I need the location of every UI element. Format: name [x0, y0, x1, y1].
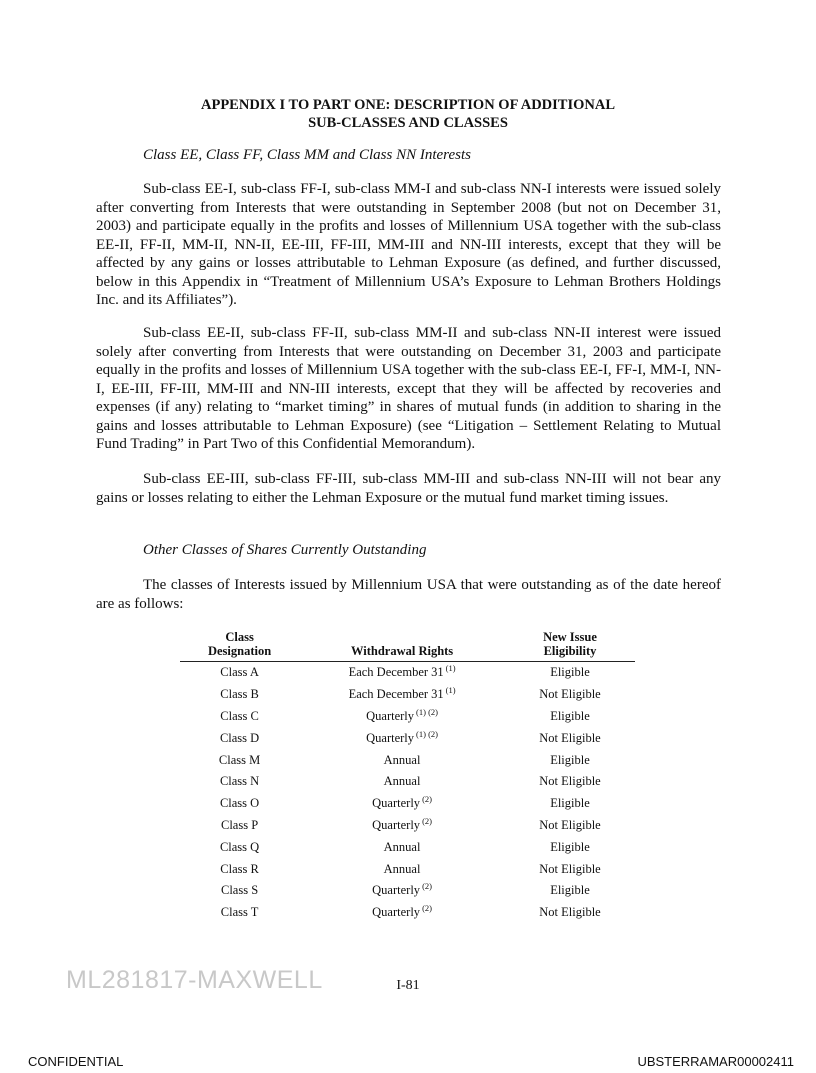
table-row [180, 793, 635, 815]
withdrawal-cell [299, 771, 505, 793]
withdrawal-cell [299, 880, 505, 902]
withdrawal-text: Annual [383, 839, 421, 854]
header-new-issue-eligibility [505, 628, 635, 662]
footnote-ref: (2) [422, 815, 432, 826]
withdrawal-cell [299, 858, 505, 880]
header-class-designation [180, 628, 299, 662]
withdrawal-text: Quarterly [372, 883, 421, 898]
table-row [180, 684, 635, 706]
header-class-line1: Class [225, 630, 254, 644]
class-cell: Class C [220, 708, 259, 723]
withdrawal-text: Quarterly [372, 905, 421, 920]
table-row [180, 749, 635, 771]
withdrawal-cell [299, 793, 505, 815]
paragraph-sub-class-ii: Sub-class EE-II, sub-class FF-II, sub-class MM-II and sub-class NN-II interest were issued solely after converting from Interests that were outstanding on December 31, 2003 and participate equally in the profits and losses of Millennium USA together with the sub-class EE-I, FF-I, MM-I, NN-I, EE-III, FF-III, MM-III and NN-III interests, except that they will be affected by recoveries and expenses (if any) relating to “market timing” in shares of mutual funds (in addition to sharing in the gains and losses attributable to Lehman Exposure) (see “Litigation – Settlement Relating to Mutual Fund Trading” in Part Two of this Confidential Memorandum). [96, 325, 721, 452]
footnote-ref: (1) [445, 685, 456, 696]
table-row [180, 662, 635, 684]
eligibility-cell: Not Eligible [539, 905, 601, 920]
eligibility-cell: Eligible [550, 796, 590, 811]
class-cell: Class B [220, 687, 259, 702]
withdrawal-text: Quarterly [372, 796, 421, 811]
classes-table [180, 628, 635, 924]
paragraph-classes-intro: The classes of Interests issued by Millennium USA that were outstanding as of the date hereof are as follows: [96, 577, 721, 612]
table-row [180, 880, 635, 902]
class-cell: Class S [220, 883, 259, 898]
withdrawal-text: Quarterly [372, 817, 421, 832]
withdrawal-cell [299, 727, 505, 749]
table-row [180, 815, 635, 837]
eligibility-cell: Eligible [550, 839, 590, 854]
eligibility-cell: Eligible [550, 883, 590, 898]
footer-bates-number: UBSTERRAMAR00002411 [637, 1054, 794, 1069]
withdrawal-text: Annual [383, 861, 421, 876]
eligibility-cell: Not Eligible [539, 817, 601, 832]
section-heading-ee-ff-mm-nn: Class EE, Class FF, Class MM and Class NN Interests [143, 147, 471, 163]
eligibility-cell: Eligible [550, 708, 590, 723]
header-eligibility-line1: New Issue [543, 630, 597, 644]
table-row [180, 771, 635, 793]
table-row [180, 706, 635, 728]
eligibility-cell: Not Eligible [539, 774, 601, 789]
withdrawal-cell [299, 902, 505, 924]
eligibility-cell: Eligible [550, 752, 590, 767]
footnote-ref: (1) (2) [416, 706, 438, 717]
footnote-ref: (1) (2) [416, 728, 438, 739]
eligibility-cell: Eligible [550, 665, 590, 680]
eligibility-cell: Not Eligible [539, 861, 601, 876]
table-row [180, 836, 635, 858]
withdrawal-text: Quarterly [366, 730, 415, 745]
class-cell: Class N [219, 774, 260, 789]
footnote-ref: (2) [422, 881, 432, 892]
withdrawal-cell [299, 662, 505, 684]
withdrawal-cell [299, 684, 505, 706]
class-cell: Class R [220, 861, 259, 876]
withdrawal-cell [299, 706, 505, 728]
paragraph-sub-class-i: Sub-class EE-I, sub-class FF-I, sub-class MM-I and sub-class NN-I interests were issued solely after converting from Interests that were outstanding in September 2008 (but not on December 31, 2003) and participate equally in the profits and losses of Millennium USA together with the sub-class EE-II, FF-II, MM-II, NN-II, EE-III, FF-III, MM-III and NN-III interests, except that they will be affected by any gains or losses attributable to Lehman Exposure (as defined, and further discussed, below in this Appendix in “Treatment of Millennium USA’s Exposure to Lehman Brothers Holdings Inc. and its Affiliates”). [96, 181, 721, 308]
footnote-ref: (2) [422, 903, 432, 914]
appendix-title-line2: SUB-CLASSES AND CLASSES [308, 115, 508, 131]
withdrawal-text: Each December 31 [348, 665, 444, 680]
class-cell: Class Q [219, 839, 260, 854]
paragraph-sub-class-iii: Sub-class EE-III, sub-class FF-III, sub-class MM-III and sub-class NN-III will not bear any gains or losses relating to either the Lehman Exposure or the mutual fund market timing issues. [96, 471, 721, 506]
header-class-line2: Designation [207, 644, 272, 658]
class-cell: Class A [220, 665, 259, 680]
table-row [180, 727, 635, 749]
table-header-row [180, 628, 635, 662]
footer-confidential: CONFIDENTIAL [28, 1054, 124, 1069]
footnote-ref: (1) [445, 663, 456, 674]
eligibility-cell: Not Eligible [539, 687, 601, 702]
header-withdrawal-rights: Withdrawal Rights [299, 628, 505, 662]
table-row [180, 902, 635, 924]
withdrawal-cell [299, 749, 505, 771]
withdrawal-text: Each December 31 [348, 687, 444, 702]
document-watermark: ML281817-MAXWELL [66, 966, 323, 994]
appendix-title-line1: APPENDIX I TO PART ONE: DESCRIPTION OF ADDITIONAL [200, 97, 615, 113]
withdrawal-text: Quarterly [366, 708, 415, 723]
withdrawal-cell [299, 815, 505, 837]
class-cell: Class P [220, 817, 259, 832]
page-number: I-81 [396, 978, 420, 993]
eligibility-cell: Not Eligible [539, 730, 601, 745]
withdrawal-text: Annual [383, 774, 421, 789]
section-heading-other-classes: Other Classes of Shares Currently Outstanding [143, 542, 427, 558]
withdrawal-text: Annual [383, 752, 421, 767]
class-cell: Class M [218, 752, 261, 767]
header-eligibility-line2: Eligibility [543, 644, 597, 658]
class-cell: Class D [219, 730, 260, 745]
footnote-ref: (2) [422, 794, 432, 805]
class-cell: Class T [220, 905, 259, 920]
class-cell: Class O [219, 796, 260, 811]
withdrawal-cell [299, 836, 505, 858]
table-row [180, 858, 635, 880]
